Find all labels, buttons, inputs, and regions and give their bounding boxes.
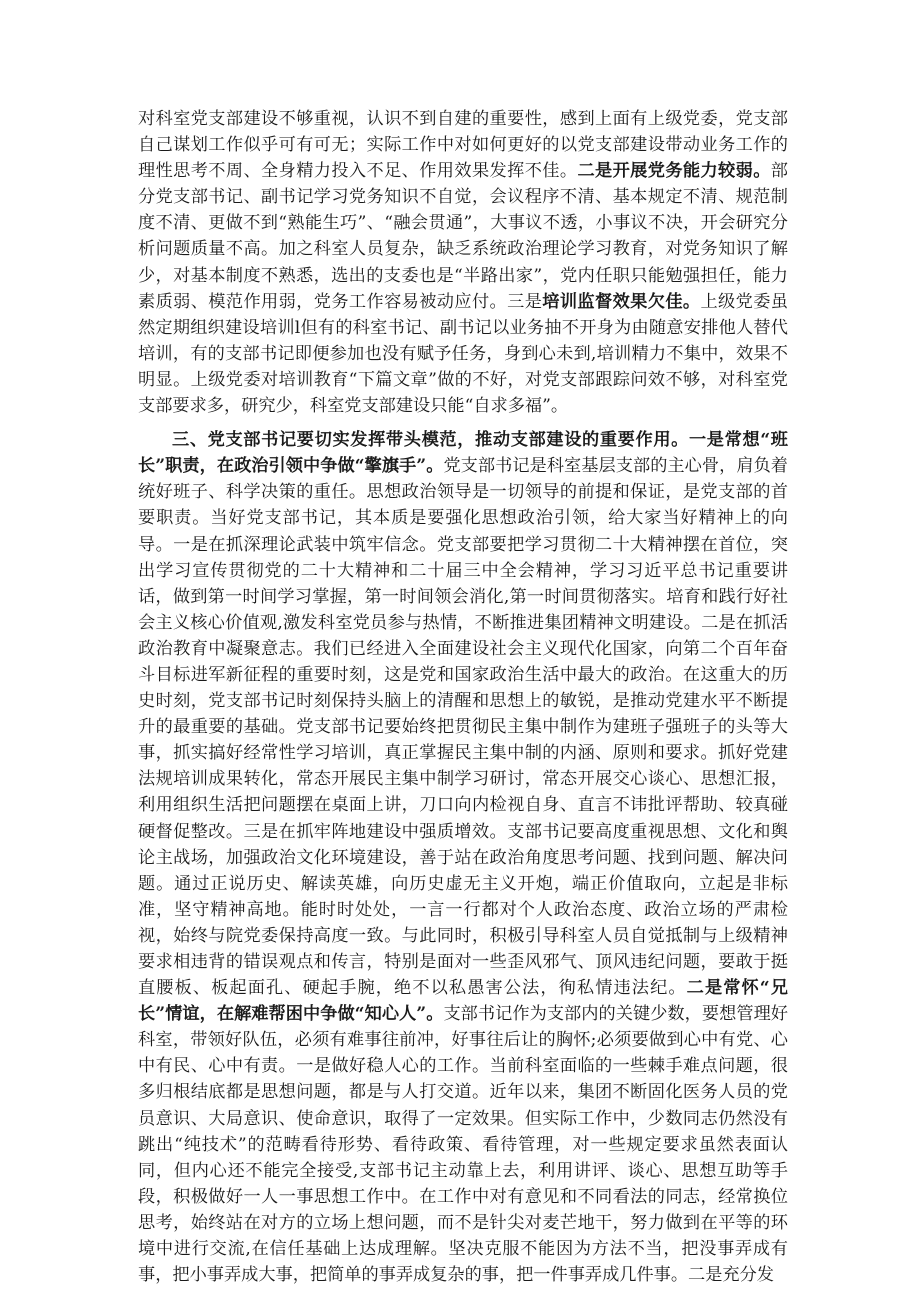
document-page	[138, 106, 788, 1288]
bold-heading-segment: 二是常怀“兄长”情谊，在解难帮困中争做“知心人”。	[138, 978, 788, 1025]
text-segment: 上级党委虽然定期组织建设培训l但有的科室书记、副书记以业务抽不开身为由随意安排他人替代培训，有的支部书记即便参加也没有赋予任务，身到心未到,培训精力不集中，效果不明显。上级党委对培训教育“下篇文章”做的不好，对党支部跟踪问效不够，对科室党支部要求多，研究少，科室党支部建设只能“自求多福”。	[138, 291, 788, 417]
bold-heading-segment: 二是开展党务能力较弱。	[577, 161, 771, 182]
paragraph-1	[138, 106, 788, 419]
bold-heading-segment: 培训监督效果欠佳。	[542, 291, 701, 312]
text-segment: 党支部书记是科室基层支部的主心骨，肩负着统好班子、科学决策的重任。思想政治领导是一切领导的前提和保证，是党支部的首要职责。当好党支部书记，其本质是要强化思想政治引领，给大家当好精神上的向导。一是在抓深理论武装中筑牢信念。党支部要把学习贯彻二十大精神摆在首位，突出学习宣传贯彻党的二十大精神和二十届三中全会精神，学习习近平总书记重要讲话，做到第一时间学习掌握，第一时间领会消化,第一时间贯彻落实。培育和践行好社会主义核心价值观,激发科室党员参与热情，不断推进集团精神文明建设。二是在抓活政治教育中凝聚意志。我们已经进入全面建设社会主义现代化国家，向第二个百年奋斗目标进军新征程的重要时刻，这是党和国家政治生活中最大的政治。在这重大的历史时刻，党支部书记时刻保持头脑上的清醒和思想上的敏锐，是推动党建水平不断提升的最重要的基础。党支部书记要始终把贯彻民主集中制作为建班子强班子的头等大事，抓实搞好经常性学习培训，真正掌握民主集中制的内涵、原则和要求。抓好党建法规培训成果转化，常态开展民主集中制学习研讨，常态开展交心谈心、思想汇报，利用组织生活把问题摆在桌面上讲，刀口向内检视自身、直言不讳批评帮助、较真碰硬督促整改。三是在抓牢阵地建设中强质增效。支部书记要高度重视思想、文化和舆论主战场，加强政治文化环境建设，善于站在政治角度思考问题、找到问题、解决问题。通过正说历史、解读英雄，向历史虚无主义开炮，端正价值取向，立起是非标准，坚守精神高地。能时时处处，一言一行都对个人政治态度、政治立场的严肃检视，始终与院党委保持高度一致。与此同时，积极引导科室人员自觉抵制与上级精神要求相违背的错误观点和传言，特别是面对一些歪风邪气、顶风违纪问题，要敢于挺直腰板、板起面孔、硬起手腕，绝不以私愚害公法，徇私情违法纪。	[138, 456, 788, 999]
text-segment: 部分党支部书记、副书记学习党务知识不自觉，会议程序不清、基本规定不清、规范制度不清、更做不到“熟能生巧”、“融会贯通”，大事议不透，小事议不决，开会研究分析问题质量不高。加之科室人员复杂，缺乏系统政治理论学习教育，对党务知识了解少，对基本制度不熟悉，选出的支委也是“半路出家”，党内任职只能勉强担任，能力素质弱、模范作用弱，党务工作容易被动应付。三是	[138, 161, 788, 312]
bold-heading-segment: 三、党支部书记要切实发挥带头模范，推动支部建设的重要作用。一是常想“班长”职责，在政治引领中争做“擎旗手”。	[138, 430, 788, 477]
text-segment: 对科室党支部建设不够重视，认识不到自建的重要性，感到上面有上级党委，党支部自己谋划工作似乎可有可无；实际工作中对如何更好的以党支部建设带动业务工作的理性思考不周、全身精力投入不足、作用效果发挥不佳。	[138, 109, 788, 182]
paragraph-2	[138, 427, 788, 1288]
text-segment: 支部书记作为支部内的关键少数，要想管理好科室，带领好队伍，必须有难事往前冲，好事往后让的胸怀;必须要做到心中有党、心中有民、心中有责。一是做好稳人心的工作。当前科室面临的一些棘手难点问题，很多归根结底都是思想问题，都是与人打交道。近年以来，集团不断固化医务人员的党员意识、大局意识、使命意识，取得了一定效果。但实际工作中，少数同志仍然没有跳出“纯技术”的范畴看待形势、看待政策、看待管理，对一些规定要求虽然表面认同，但内心还不能完全接受,支部书记主动靠上去，利用讲评、谈心、思想互助等手段，积极做好一人一事思想工作中。在工作中对有意见和不同看法的同志，经常换位思考，始终站在对方的立场上想问题，而不是针尖对麦芒地干，努力做到在平等的环境中进行交流,在信任基础上达成理解。坚决克服不能因为方法不当，把没事弄成有事，把小事弄成大事，把简单的事弄成复杂的事，把一件事弄成几件事。二是充分发	[138, 1004, 788, 1286]
